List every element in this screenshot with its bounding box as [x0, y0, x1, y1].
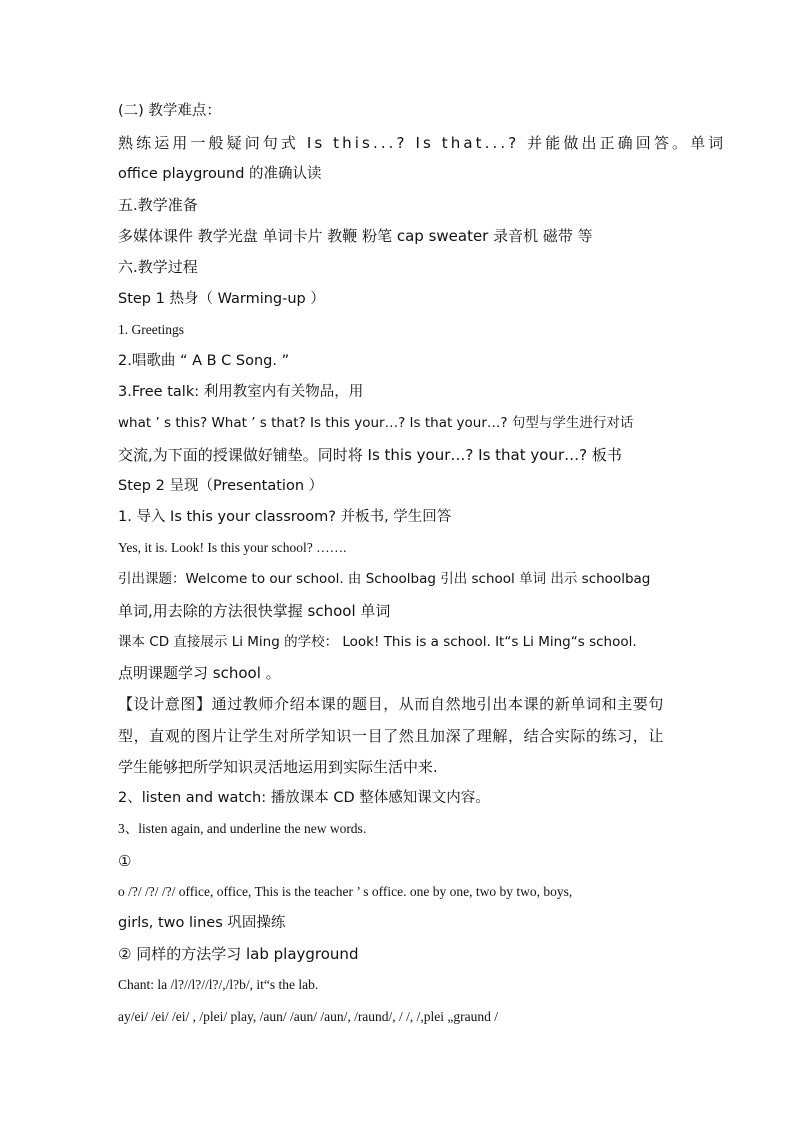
list-item: 1. 导入 Is this your classroom? 并板书, 学生回答 — [118, 509, 452, 525]
list-item: 3.Free talk: 利用教室内有关物品，用 — [118, 384, 364, 400]
paragraph-line: o /?/ /?/ /?/ office, office, This is the teacher ’ s office. one by one, two by two, boys, — [118, 884, 573, 899]
paragraph-line: Chant: la /l?//l?//l?/,/l?b/, it“s the lab. — [118, 977, 319, 992]
paragraph-line: ay/ei/ /ei/ /ei/ , /plei/ play, /aun/ /aun/ /aun/, /raund/, / /, /,plei „graund / — [118, 1009, 499, 1024]
design-intent-line: 型，直观的图片让学生对所学知识一目了然且加深了理解，结合实际的练习，让 — [118, 727, 665, 745]
circled-number-marker: ① — [118, 852, 132, 870]
step-1-heading: Step 1 热身（ Warming-up ） — [118, 291, 325, 307]
heading-teaching-difficulties: (二) 教学难点： — [118, 103, 221, 119]
paragraph-line: Yes, it is. Look! Is this your school? ……. — [118, 540, 347, 555]
list-item: 1. Greetings — [118, 322, 184, 337]
list-item: 2.唱歌曲 “ A B C Song. ” — [118, 353, 290, 369]
paragraph-line: ② 同样的方法学习 lab playground — [118, 945, 359, 963]
paragraph-line: office playground 的准确认读 — [118, 166, 322, 182]
paragraph-line: 点明课题学习 school 。 — [118, 664, 281, 682]
design-intent-line: 学生能够把所学知识灵活地运用到实际生活中来. — [118, 758, 438, 776]
list-item: 3、listen again, and underline the new words. — [118, 821, 367, 836]
list-item: 2、listen and watch: 播放课本 CD 整体感知课文内容。 — [118, 790, 490, 806]
heading-teaching-preparation: 五.教学准备 — [118, 196, 198, 214]
paragraph-line: 多媒体课件 教学光盘 单词卡片 教鞭 粉笔 cap sweater 录音机 磁带 等 — [118, 227, 593, 245]
paragraph-line: 交流,为下面的授课做好铺垫。同时将 Is this your…? Is that your…? 板书 — [118, 446, 622, 464]
heading-teaching-process: 六.教学过程 — [118, 258, 198, 276]
paragraph-line: 熟练运用一般疑问句式 Is this...? Is that...? 并能做出正确回答。单词 — [118, 134, 727, 152]
paragraph-line: 单词,用去除的方法很快掌握 school 单词 — [118, 602, 391, 620]
paragraph-line: what ’ s this? What ’ s that? Is this your…? Is that your…? 句型与学生进行对话 — [118, 415, 634, 431]
design-intent-line: 【设计意图】通过教师介绍本课的题目，从而自然地引出本课的新单词和主要句 — [118, 695, 665, 713]
paragraph-line: girls, two lines 巩固操练 — [118, 915, 286, 931]
paragraph-line: 课本 CD 直接展示 Li Ming 的学校： Look! This is a school. It“s Li Ming“s school. — [118, 634, 637, 650]
paragraph-line: 引出课题：Welcome to our school. 由 Schoolbag 引出 school 单词 出示 schoolbag — [118, 571, 651, 587]
step-2-heading: Step 2 呈现（Presentation ） — [118, 478, 324, 494]
